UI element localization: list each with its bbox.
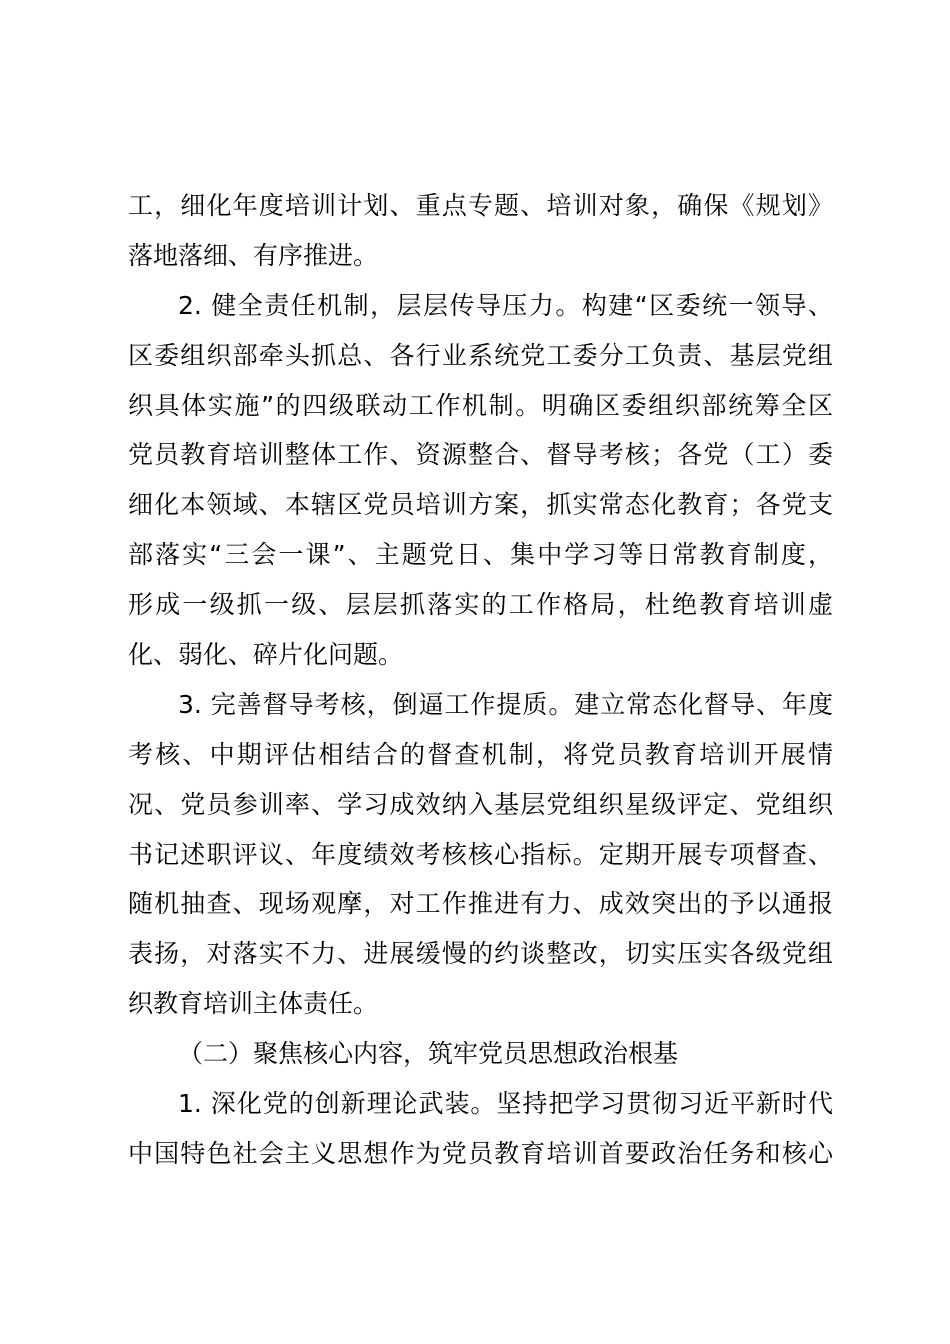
paragraph-line: 中国特色社会主义思想作为党员教育培训首要政治任务和核心	[128, 1138, 833, 1168]
paragraph-line: 况、党员参训率、学习成效纳入基层党组织星级评定、党组织	[128, 789, 833, 819]
paragraph-line: 细化本领域、本辖区党员培训方案，抓实常态化教育；各党支	[128, 490, 833, 520]
paragraph-heading-line: 2. 健全责任机制，层层传导压力。构建“区委统一领导、	[178, 290, 833, 320]
paragraph-line: 部落实“三会一课”、主题党日、集中学习等日常教育制度，	[128, 540, 833, 570]
paragraph-line: 考核、中期评估相结合的督查机制，将党员教育培训开展情	[128, 739, 833, 769]
paragraph-line: 落地落细、有序推进。	[128, 240, 379, 270]
section-heading: （二）聚焦核心内容，筑牢党员思想政治根基	[178, 1039, 679, 1069]
paragraph-line: 随机抽查、现场观摩，对工作推进有力、成效突出的予以通报	[128, 889, 833, 919]
paragraph-line: 工，细化年度培训计划、重点专题、培训对象，确保《规划》	[128, 191, 833, 220]
document-body	[128, 181, 833, 1179]
paragraph-line: 区委组织部牵头抓总、各行业系统党工委分工负责、基层党组	[128, 340, 833, 370]
paragraph-line: 织具体实施”的四级联动工作机制。明确区委组织部统筹全区	[128, 390, 833, 420]
paragraph-line: 书记述职评议、年度绩效考核核心指标。定期开展专项督查、	[128, 839, 833, 869]
paragraph-line: 党员教育培训整体工作、资源整合、督导考核；各党（工）委	[128, 440, 833, 470]
paragraph-heading-line: 3. 完善督导考核，倒逼工作提质。建立常态化督导、年度	[178, 689, 833, 719]
paragraph-line: 表扬，对落实不力、进展缓慢的约谈整改，切实压实各级党组	[128, 939, 833, 969]
paragraph-line: 化、弱化、碎片化问题。	[128, 640, 404, 670]
paragraph-line: 形成一级抓一级、层层抓落实的工作格局，杜绝教育培训虚	[128, 590, 833, 620]
paragraph-line: 织教育培训主体责任。	[128, 989, 379, 1019]
paragraph-heading-line: 1. 深化党的创新理论武装。坚持把学习贯彻习近平新时代	[178, 1089, 833, 1119]
